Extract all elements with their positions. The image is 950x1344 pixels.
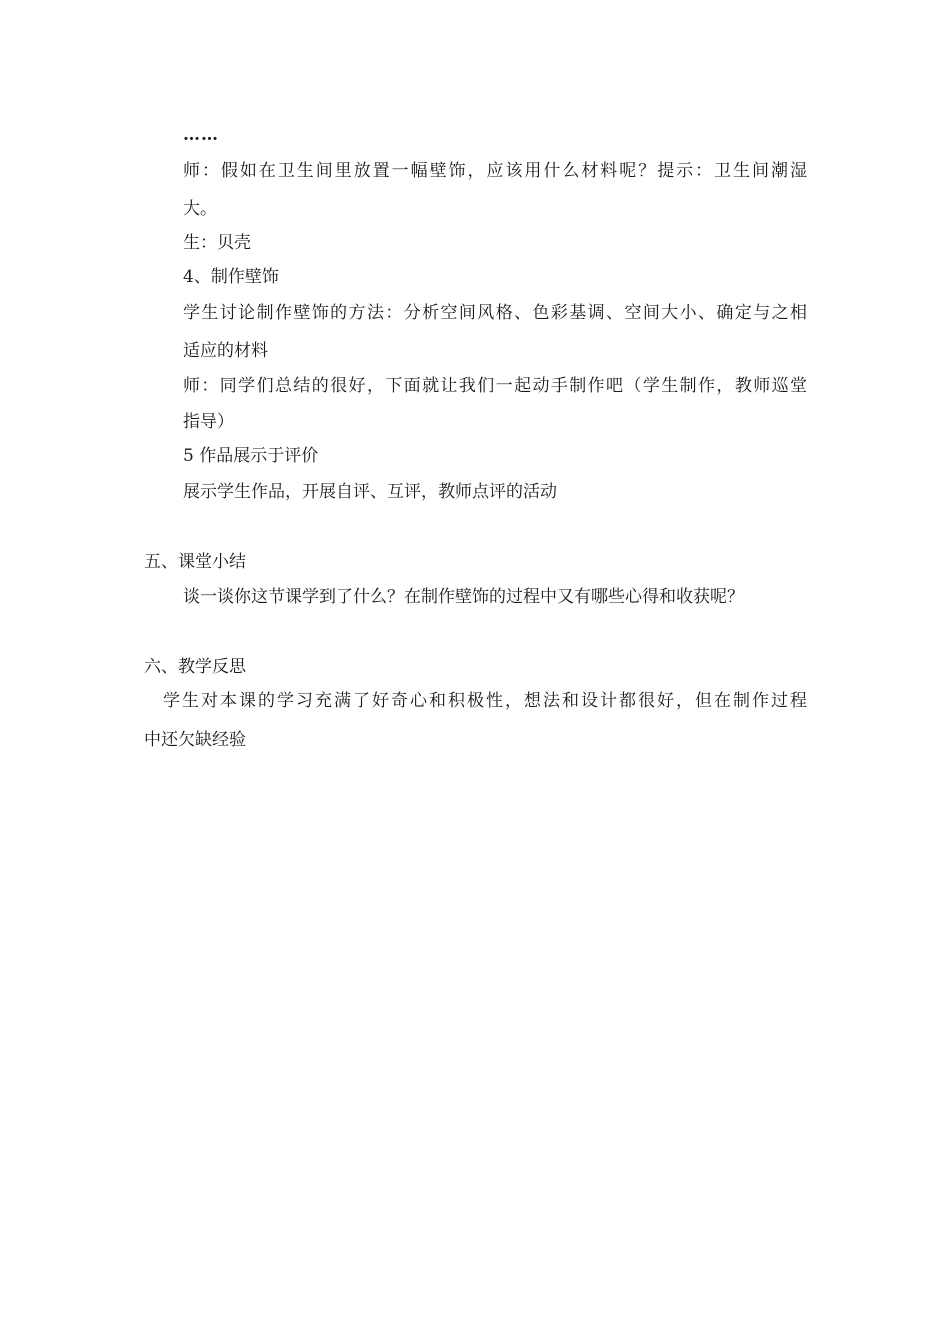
- step4-discussion-line-2: 适应的材料: [183, 341, 268, 361]
- step5-heading: 5 作品展示于评价: [183, 446, 319, 466]
- section6-heading: 六、教学反思: [144, 657, 246, 677]
- section5-heading: 五、课堂小结: [144, 552, 246, 572]
- ellipsis-text: ……: [183, 125, 219, 145]
- step4-teacher-line-2: 指导）: [183, 412, 234, 432]
- step4-discussion-line-1: 学生讨论制作壁饰的方法：分析空间风格、色彩基调、空间大小、确定与之相: [183, 303, 807, 323]
- teacher-question-line-1: 师：假如在卫生间里放置一幅壁饰，应该用什么材料呢？提示：卫生间潮湿: [183, 161, 807, 181]
- step4-heading: 4、制作壁饰: [183, 267, 279, 287]
- section5-body: 谈一谈你这节课学到了什么？在制作壁饰的过程中又有哪些心得和收获呢？: [183, 587, 744, 607]
- section6-body-line-2: 中还欠缺经验: [144, 730, 246, 750]
- step4-teacher-line-1: 师：同学们总结的很好，下面就让我们一起动手制作吧（学生制作，教师巡堂: [183, 376, 807, 396]
- step5-body: 展示学生作品，开展自评、互评，教师点评的活动: [183, 482, 557, 502]
- section6-body-line-1: 学生对本课的学习充满了好奇心和积极性，想法和设计都很好，但在制作过程: [163, 691, 807, 711]
- student-answer: 生：贝壳: [183, 233, 251, 253]
- teacher-question-line-2: 大。: [183, 199, 217, 219]
